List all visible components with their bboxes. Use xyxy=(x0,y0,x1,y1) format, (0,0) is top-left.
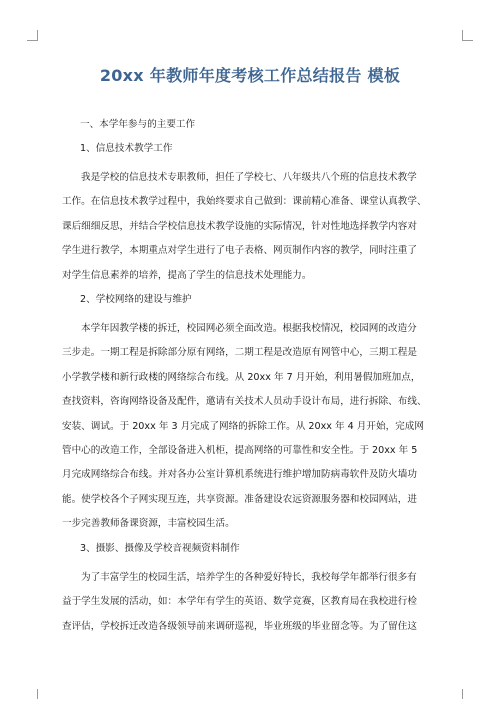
text-line: 益于学生发展的活动，如：本学年有学生的英语、数学竞赛，区教育局在我校进行检 xyxy=(62,596,417,608)
text-line: 安装、调试。于 20xx 年 3 月完成了网络的拆除工作。从 20xx 年 4 月开始，完成网 xyxy=(62,420,424,432)
section-heading-main-work: 一、本学年参与的主要工作 xyxy=(80,119,196,130)
text-line: 工作。在信息技术教学过程中，我始终要求自己做到：课前精心准备、课堂认真教学、 xyxy=(62,196,427,208)
text-line: 小学教学楼和新行政楼的网络综合布线。从 20xx 年 7 月开始，利用暑假加班加点， xyxy=(62,371,421,383)
crop-mark-top-left xyxy=(27,30,38,41)
crop-mark-top-right xyxy=(462,30,473,41)
crop-mark-bottom-left xyxy=(27,689,38,699)
paragraph-network xyxy=(62,317,441,537)
text-line: 为了丰富学生的校园生活，培养学生的各种爱好特长，我校每学年都举行很多有 xyxy=(81,571,417,583)
section-heading-network: 2、学校网络的建设与维护 xyxy=(80,294,192,306)
text-line: 查评估，学校拆迁改造各级领导前来调研巡视，毕业班级的毕业留念等。为了留住这 xyxy=(62,620,417,632)
text-line: 我是学校的信息技术专职教师，担任了学校七、八年级共八个班的信息技术教学 xyxy=(81,172,417,183)
text-line: 三步走。一期工程是拆除部分原有网络，二期工程是改造原有网管中心，三期工程是 xyxy=(62,347,417,359)
text-line: 管中心的改造工作，全部设备进入机柜，提高网络的可靠性和安全性。于 20xx 年 5 xyxy=(62,445,418,457)
text-line: 能。使学校各个子网实现互连，共享资源。准备建设农远资源服务器和校园网站，进 xyxy=(62,493,417,505)
paragraph-media xyxy=(62,566,441,639)
paragraph-it-teaching xyxy=(62,166,441,288)
text-line: 一步完善教师备课资源，丰富校园生活。 xyxy=(62,518,235,530)
section-heading-it-teaching: 1、信息技术教学工作 xyxy=(80,143,173,154)
crop-mark-bottom-right xyxy=(462,689,473,699)
text-line: 对学生信息素养的培养，提高了学生的信息技术处理能力。 xyxy=(62,269,312,281)
text-line: 查找资料，咨询网络设备及配件，邀请有关技术人员动手设计布局，进行拆除、布线、 xyxy=(62,396,427,408)
document-title: 20xx 年教师年度考核工作总结报告 模板 xyxy=(99,66,401,85)
text-line: 本学年因教学楼的拆迁，校园网必须全面改造。根据我校情况，校园网的改造分 xyxy=(81,323,417,335)
text-line: 课后细细反思，并结合学校信息技术教学设施的实际情况，针对性地选择教学内容对 xyxy=(62,220,417,232)
text-line: 学生进行教学，本期重点对学生进行了电子表格、网页制作内容的教学，同时注重了 xyxy=(62,245,417,257)
section-heading-media: 3、摄影、摄像及学校音视频资料制作 xyxy=(80,542,240,554)
text-line: 月完成网络综合布线。并对各办公室计算机系统进行维护增加防病毒软件及防火墙功 xyxy=(62,469,417,481)
document-body xyxy=(62,118,441,644)
